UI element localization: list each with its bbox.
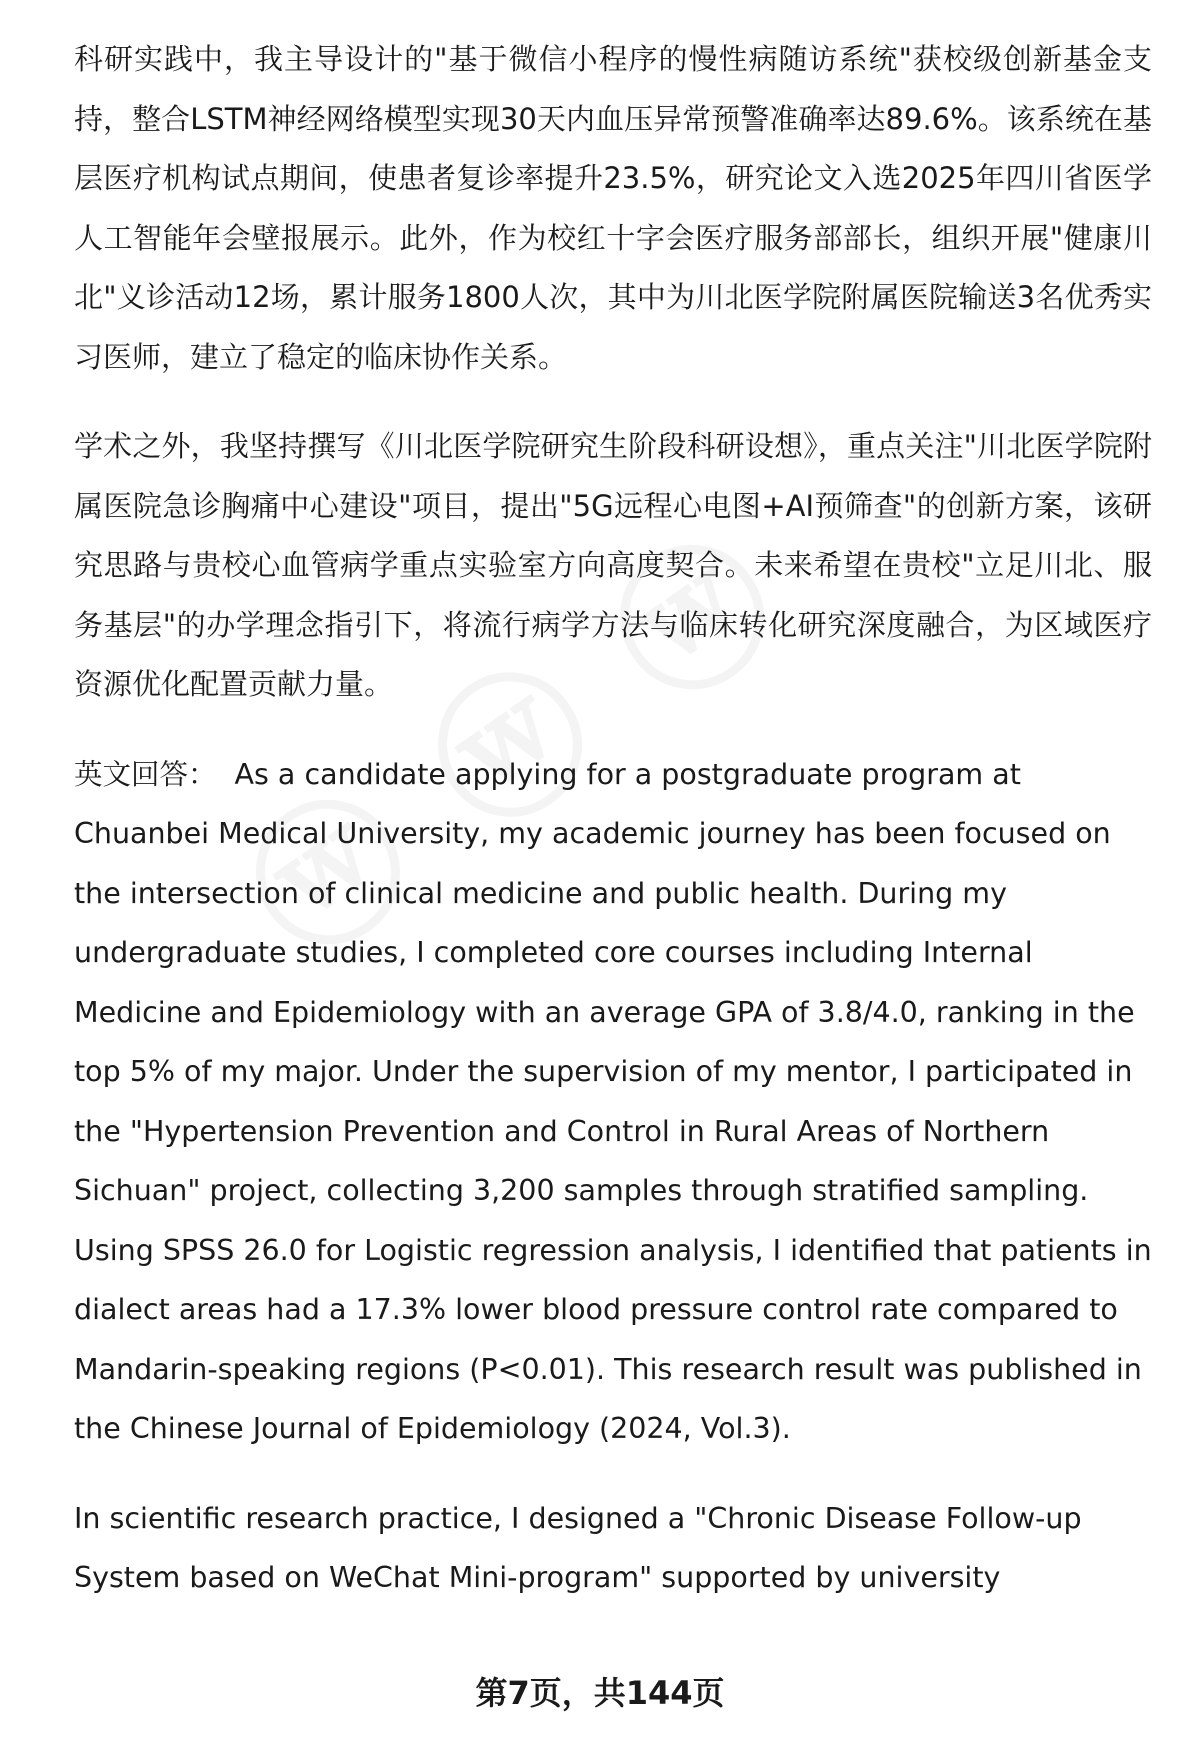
paragraph-english-research-practice: In scientific research practice, I designed a "Chronic Disease Follow-up System based on WeChat Mini-program" supported by university (74, 1501, 1082, 1594)
document-page (74, 30, 1152, 1638)
english-answer-text: As a candidate applying for a postgraduate program at Chuanbei Medical University, my academic journey has been focused on the intersection of clinical medicine and public health. During my undergraduate studies, I completed core courses including Internal Medicine and Epidemiology with an average GPA of 3.8/4.0, ranking in the top 5% of my major. Under the supervision of my mentor, I participated in the "Hypertension Prevention and Control in Rural Areas of Northern Sichuan" project, collecting 3,200 samples through stratified sampling. Using SPSS 26.0 for Logistic regression analysis, I identified that patients in dialect areas had a 17.3% lower blood pressure control rate compared to Mandarin-speaking regions (P<0.01). This research result was published in the Chinese Journal of Epidemiology (2024, Vol.3). (74, 757, 1152, 1445)
paragraph-research-plan-cn: 学术之外，我坚持撰写《川北医学院研究生阶段科研设想》，重点关注"川北医学院附属医院急诊胸痛中心建设"项目，提出"5G远程心电图+AI预筛查"的创新方案，该研究思路与贵校心血管病学重点实验室方向高度契合。未来希望在贵校"立足川北、服务基层"的办学理念指引下，将流行病学方法与临床转化研究深度融合，为区域医疗资源优化配置贡献力量。 (74, 429, 1152, 701)
paragraph-english-answer (74, 745, 1152, 1459)
english-answer-label: 英文回答： (74, 757, 217, 791)
page-number-footer: 第7页，共144页 (475, 1674, 725, 1712)
paragraph-research-practice-cn: 科研实践中，我主导设计的"基于微信小程序的慢性病随访系统"获校级创新基金支持，整合LSTM神经网络模型实现30天内血压异常预警准确率达89.6%。该系统在基层医疗机构试点期间，使患者复诊率提升23.5%，研究论文入选2025年四川省医学人工智能年会壁报展示。此外，作为校红十字会医疗服务部部长，组织开展"健康川北"义诊活动12场，累计服务1800人次，其中为川北医学院附属医院输送3名优秀实习医师，建立了稳定的临床协作关系。 (74, 42, 1152, 374)
